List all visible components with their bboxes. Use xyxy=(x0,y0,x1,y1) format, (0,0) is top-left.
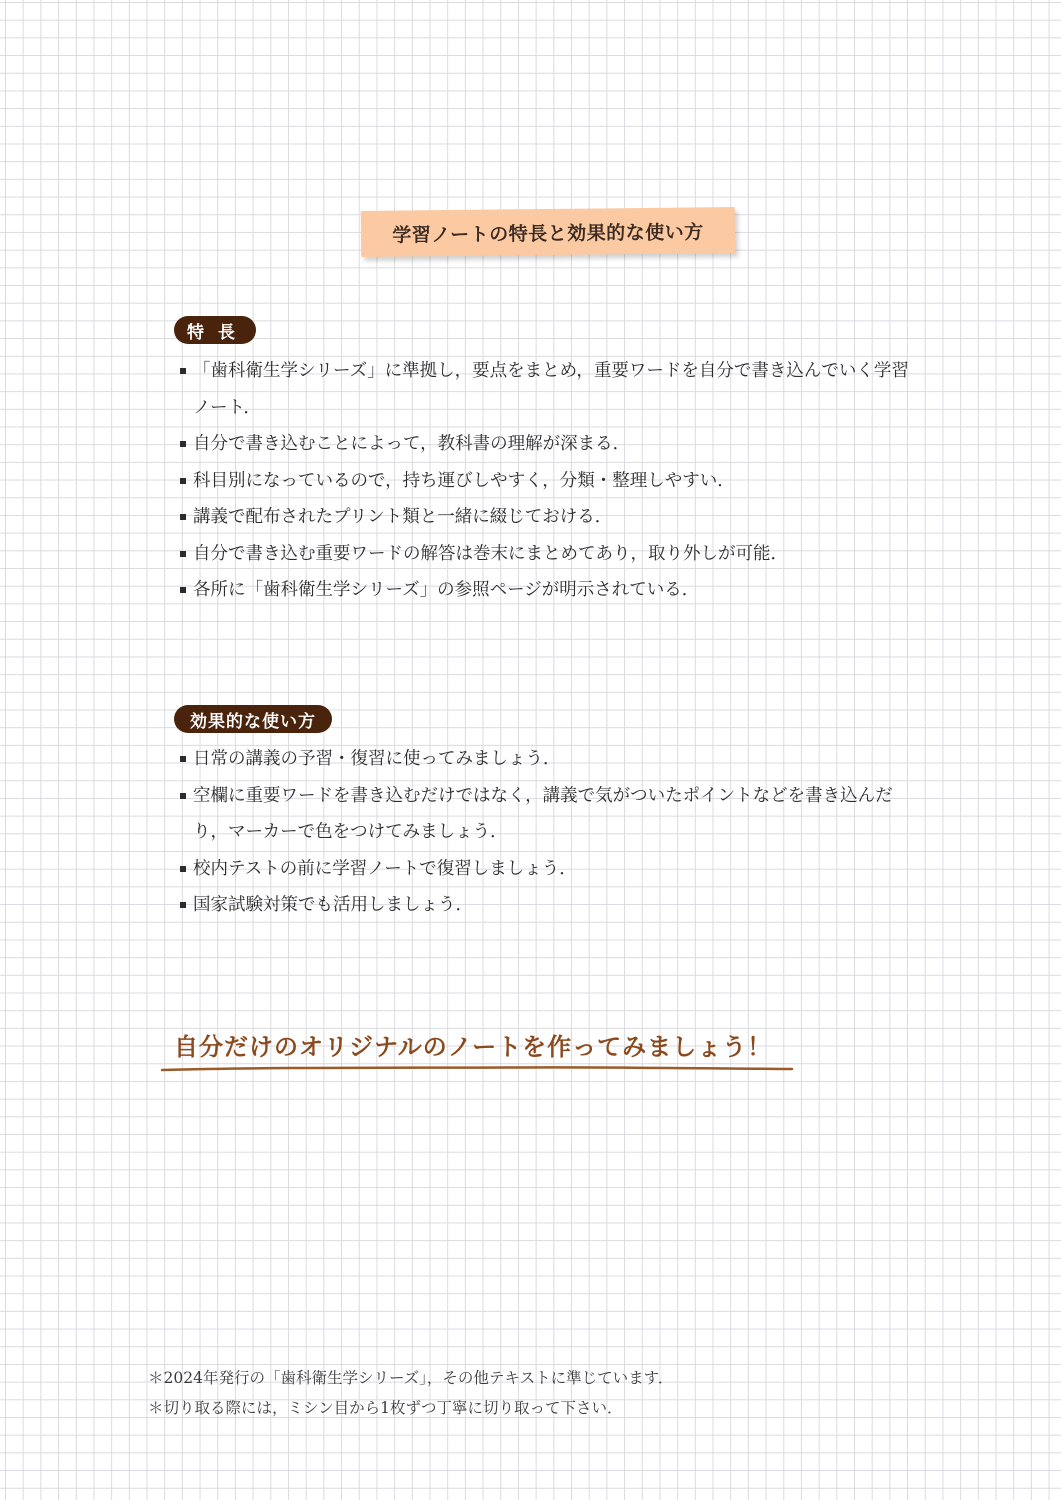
footnote: ＊切り取る際には，ミシン目から1枚ずつ丁寧に切り取って下さい． xyxy=(148,1399,623,1417)
list-item: 「歯科衛生学シリーズ」に準拠し，要点をまとめ，重要ワードを自分で書き込んでいく学習ノート． xyxy=(178,353,923,426)
usage-section-label: 効果的な使い方 xyxy=(174,705,332,733)
features-section-label: 特長 xyxy=(174,316,256,344)
list-item: 自分で書き込む重要ワードの解答は巻末にまとめてあり，取り外しが可能． xyxy=(178,536,923,573)
page-title: 学習ノートの特長と効果的な使い方 xyxy=(361,207,735,257)
features-list xyxy=(178,353,923,609)
footnotes xyxy=(148,1363,908,1423)
list-item: 講義で配布されたプリント類と一緒に綴じておける． xyxy=(178,499,923,536)
list-item: 各所に「歯科衛生学シリーズ」の参照ページが明示されている． xyxy=(178,572,923,609)
list-item: 校内テストの前に学習ノートで復習しましょう． xyxy=(178,851,923,888)
list-item: 国家試験対策でも活用しましょう． xyxy=(178,887,923,924)
usage-list xyxy=(178,741,923,924)
tagline-underline xyxy=(160,1064,794,1074)
list-item: 科目別になっているので，持ち運びしやすく，分類・整理しやすい． xyxy=(178,463,923,500)
list-item: 日常の講義の予習・復習に使ってみましょう． xyxy=(178,741,923,778)
footnote: ＊2024年発行の「歯科衛生学シリーズ」，その他テキストに準じています． xyxy=(148,1369,674,1387)
tagline: 自分だけのオリジナルのノートを作ってみましょう！ xyxy=(174,1033,773,1061)
list-item: 自分で書き込むことによって，教科書の理解が深まる． xyxy=(178,426,923,463)
list-item: 空欄に重要ワードを書き込むだけではなく，講義で気がついたポイントなどを書き込んだり，マーカーで色をつけてみましょう． xyxy=(178,778,923,851)
